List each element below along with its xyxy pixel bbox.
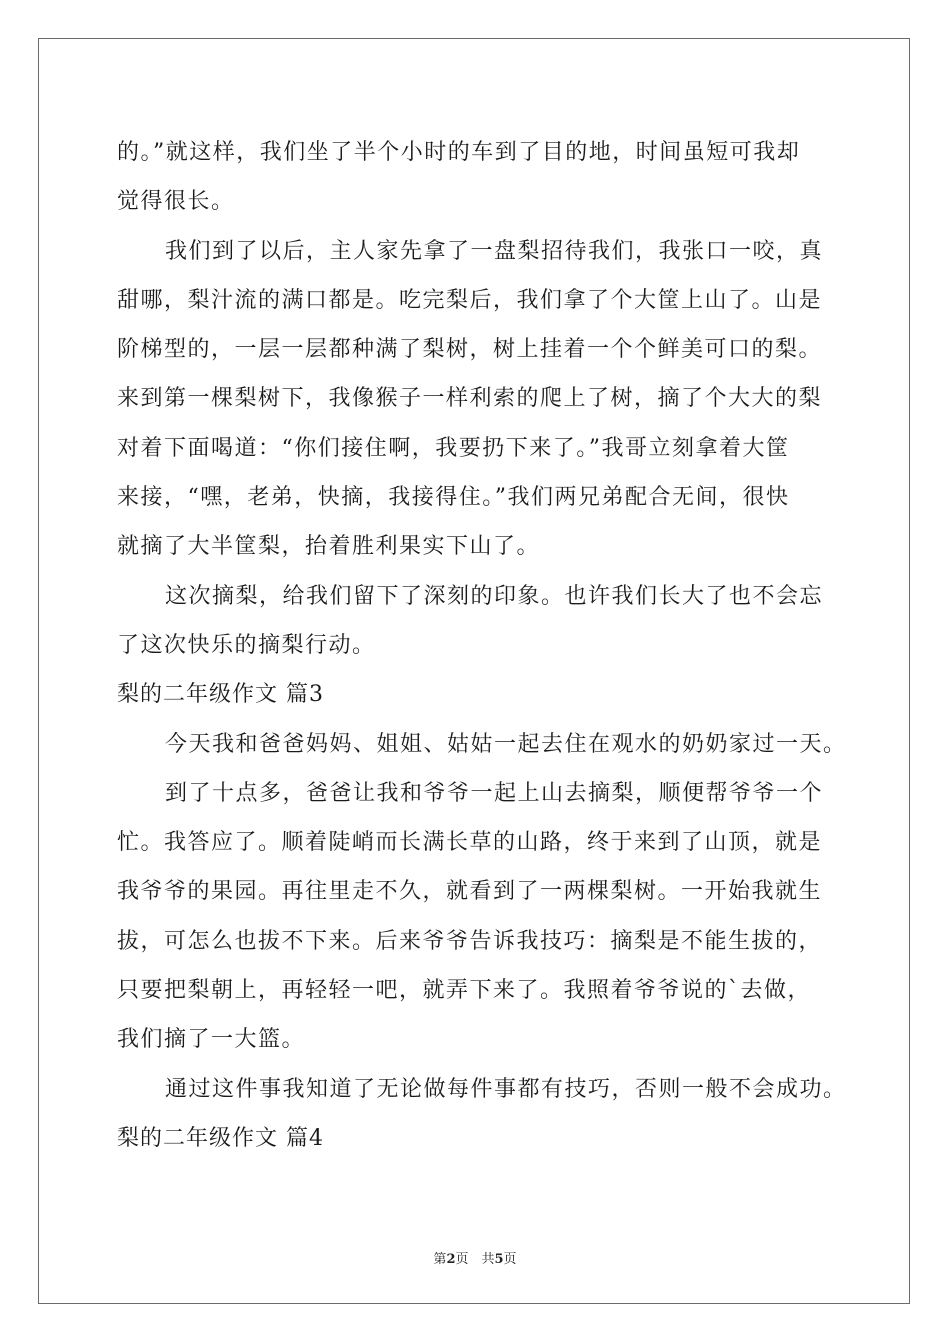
paragraph-first-line: 到了十点多，爸爸让我和爷爷一起上山去摘梨，顺便帮爷爷一个 bbox=[165, 780, 824, 806]
section-heading: 梨的二年级作文 篇3 bbox=[117, 682, 324, 708]
text-line: 阶梯型的，一层一层都种满了梨树，树上挂着一个个鲜美可口的梨。 bbox=[117, 337, 823, 363]
page-label-mid: 页 共 bbox=[455, 1252, 495, 1267]
section-heading: 梨的二年级作文 篇4 bbox=[117, 1125, 324, 1151]
text-line: 了这次快乐的摘梨行动。 bbox=[117, 632, 376, 658]
text-line: 只要把梨朝上，再轻轻一吧，就弄下来了。我照着爷爷说的`去做， bbox=[117, 978, 812, 1004]
text-line: 甜哪，梨汁流的满口都是。吃完梨后，我们拿了个大筐上山了。山是 bbox=[117, 287, 823, 313]
page-label-suffix: 页 bbox=[503, 1252, 517, 1267]
page-label-prefix: 第 bbox=[433, 1252, 447, 1267]
document-body bbox=[117, 128, 857, 1163]
text-line: 就摘了大半筐梨，抬着胜利果实下山了。 bbox=[117, 534, 541, 560]
total-page-count: 5 bbox=[494, 1252, 504, 1267]
text-line: 我爷爷的果园。再往里走不久，就看到了一两棵梨树。一开始我就生 bbox=[117, 879, 823, 905]
page-footer bbox=[0, 1248, 950, 1267]
text-line: 的。”就这样，我们坐了半个小时的车到了目的地，时间虽短可我却 bbox=[117, 140, 801, 165]
current-page-number: 2 bbox=[446, 1252, 456, 1267]
paragraph-first-line: 这次摘梨，给我们留下了深刻的印象。也许我们长大了也不会忘 bbox=[165, 583, 824, 609]
text-line: 拔，可怎么也拔不下来。后来爷爷告诉我技巧：摘梨是不能生拔的， bbox=[117, 928, 823, 954]
text-line: 来接，“嘿，老弟，快摘，我接得住。”我们两兄弟配合无间，很快 bbox=[117, 485, 790, 511]
text-line: 我们摘了一大篮。 bbox=[117, 1027, 306, 1053]
text-line: 觉得很长。 bbox=[117, 189, 235, 215]
text-line: 忙。我答应了。顺着陡峭而长满长草的山路，终于来到了山顶，就是 bbox=[117, 830, 823, 856]
paragraph-first-line: 通过这件事我知道了无论做每件事都有技巧，否则一般不会成功。 bbox=[165, 1076, 847, 1102]
paragraph-first-line: 今天我和爸爸妈妈、姐姐、姑姑一起去住在观水的奶奶家过一天。 bbox=[165, 731, 847, 757]
paragraph-first-line: 我们到了以后，主人家先拿了一盘梨招待我们，我张口一咬，真 bbox=[165, 238, 824, 264]
text-line: 对着下面喝道：“你们接住啊，我要扔下来了。”我哥立刻拿着大筐 bbox=[117, 435, 790, 461]
text-line: 来到第一棵梨树下，我像猴子一样利索的爬上了树，摘了个大大的梨 bbox=[117, 386, 823, 412]
